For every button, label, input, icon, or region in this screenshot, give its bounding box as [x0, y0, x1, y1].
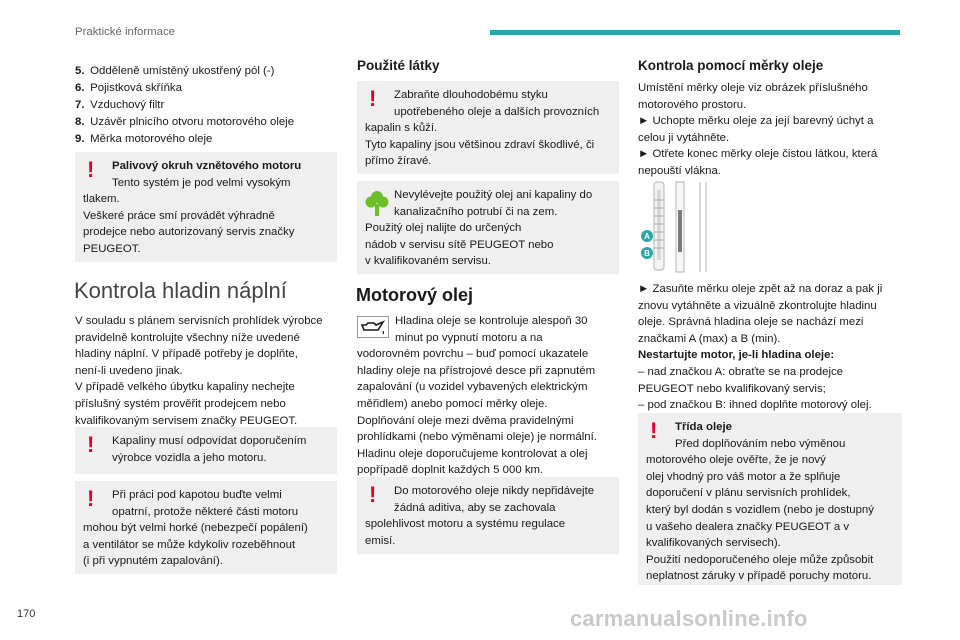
engine-oil-title: Motorový olej [356, 285, 474, 305]
page-number: 170 [17, 608, 36, 620]
warning-icon: ! [650, 418, 658, 443]
label-b: B [644, 249, 650, 258]
header-section: Praktické informace [75, 26, 176, 38]
list-item: 6. Pojistková skříňka [75, 82, 182, 94]
dipstick-instructions: Umístění měrky oleje viz obrázek příslušného motorového prostoru. ► Uchopte měrku oleje za její barevný úchyt a celou ji vytáhněte. ► Otřete konec měrky oleje čistou látkou, která nepouští vlákna. [638, 82, 878, 177]
warning-icon: ! [369, 482, 377, 507]
list-item: 5. Odděleně umístěný ukostřený pól (-) [75, 65, 275, 77]
watermark: carmanualsonline.info [570, 606, 808, 631]
warning-box-oil-grade: ! Třída oleje Před doplňováním nebo výměnou motorového oleje ověřte, že je nový olej vhodný pro váš motor a že splňuje doporučení v plánu servisních prohlídek, který byl dodán s vozidlem (nebo je dostupný u vašeho dealera značky PEUGEOT a v kvalifikovaných servisech). Použití nedoporučeného oleje může způsobit neplatnost záruky v případě poruchy motoru. [638, 413, 902, 585]
component-list [75, 63, 340, 148]
dipstick-reinsert-paragraph: ► Zasuňte měrku oleje zpět až na doraz a pak ji znovu vytáhněte a vizuálně zkontrolujte hladinu oleje. Správná hladina oleje se nachází mezi značkami A (max) a B (min). Nestartujte motor, je-li hladina oleje: – nad značkou A: obraťte se na prodejce PEUGEOT nebo kvalifikovaný servis; – pod značkou B: ihned doplňte motorový olej. [638, 283, 883, 412]
eco-box-disposal: Nevylévejte použitý olej ani kapaliny do kanalizačního potrubí či na zem. Použitý olej nalijte do určených nádob v servisu sítě PEUGEOT nebo v kvalifikovaném servisu. [357, 181, 619, 274]
warning-box-fluids: ! Kapaliny musí odpovídat doporučením výrobce vozidla a jeho motoru. [75, 427, 337, 474]
warning-box-fuel-circuit: ! Palivový okruh vznětového motoru Tento systém je pod velmi vysokým tlakem. Veškeré práce smí provádět výhradně prodejce nebo autorizovaný servis značky PEUGEOT. [75, 152, 337, 262]
warning-icon: ! [87, 157, 95, 182]
warning-icon: ! [87, 486, 95, 511]
warning-box-skin-contact: ! Zabraňte dlouhodobému styku upotřebeného oleje a dalších provozních kapalin s kůží. Tyto kapaliny jsou většinou zdraví škodlivé, či přímo žíravé. [357, 81, 619, 174]
list-item: 8. Uzávěr plnicího otvoru motorového oleje [75, 116, 295, 128]
label-a: A [644, 232, 650, 241]
tree-icon [365, 189, 389, 217]
header-accent-bar [490, 30, 900, 35]
warning-icon: ! [369, 86, 377, 111]
section-title: Kontrola hladin náplní [74, 278, 287, 303]
dipstick-check-heading: Kontrola pomocí měrky oleje [638, 58, 824, 73]
list-item: 9. Měrka motorového oleje [75, 133, 213, 145]
used-substances-heading: Použité látky [357, 58, 440, 73]
list-item: 7. Vzduchový filtr [75, 99, 165, 111]
warning-box-additives: ! Do motorového oleje nikdy nepřidávejte žádná aditiva, aby se zachovala spolehlivost motoru a systému regulace emisí. [357, 477, 619, 554]
dipstick-illustration [640, 180, 720, 275]
intro-paragraph: V souladu s plánem servisních prohlídek výrobce pravidelně kontrolujte všechny níže uvedené hladiny náplní. V případě potřeby je doplňte, není-li uvedeno jinak. V případě velkého úbytku kapaliny nechejte příslušný systém prověřit prodejcem nebo kvalifikovaným servisem značky PEUGEOT. [75, 315, 323, 427]
engine-oil-paragraph: Hladina oleje se kontroluje alespoň 30 minut po vypnutí motoru a na vodorovném povrchu – buď pomocí ukazatele hladiny oleje na přístrojové desce při zapnutém zapalování (u vozidel vybavených elektrickým měřidlem) anebo pomocí měrky oleje. Doplňování oleje mezi dvěma pravidelnými prohlídkami (nebo výměnami oleje) je normální. Hladinu oleje doporučujeme kontrolovat a olej popřípadě doplnit každých 5 000 km. [357, 315, 597, 477]
warning-box-hot-parts: ! Při práci pod kapotou buďte velmi opatrní, protože některé části motoru mohou být velmi horké (nebezpečí popálení) a ventilátor se může kdykoliv rozeběhnout (i při vypnutém zapalování). [75, 481, 337, 574]
warning-icon: ! [87, 432, 95, 457]
